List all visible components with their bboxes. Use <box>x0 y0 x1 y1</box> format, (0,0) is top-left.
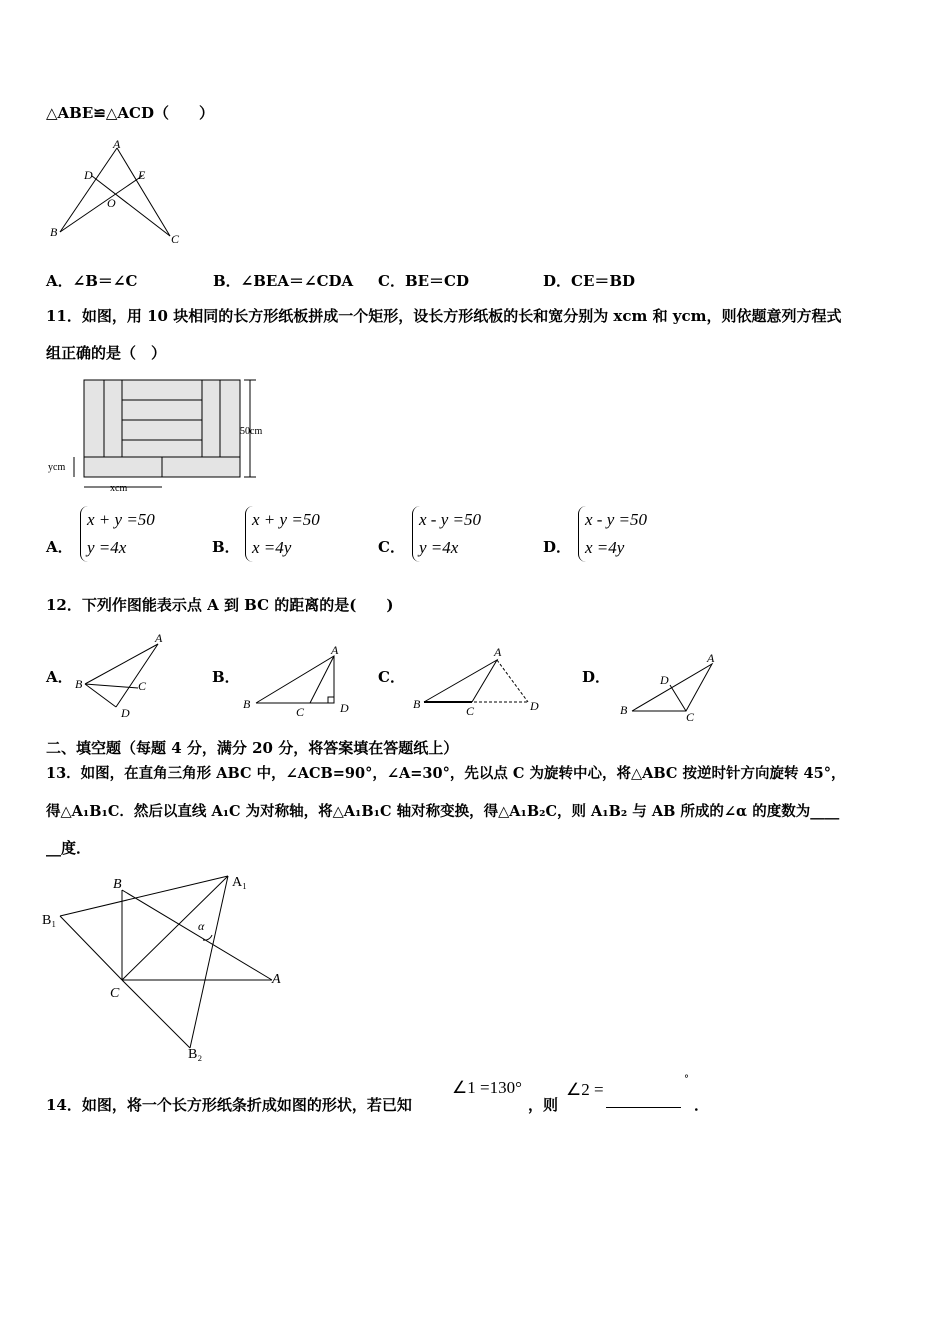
fig13-alpha: α <box>198 919 205 933</box>
fig12c-B: B <box>413 697 421 711</box>
fig11-y-label: ycm <box>48 462 66 473</box>
fig13-B2: B₂ <box>188 1047 203 1062</box>
q10-option-d: D．CE＝BD <box>543 272 636 290</box>
q13-line2: 得△A₁B₁C．然后以直线 A₁C 为对称轴，将△A₁B₁C 轴对称变换，得△A₁B₂C，则 A₁B₂ 与 AB 所成的∠α 的度数为____ <box>46 803 840 820</box>
fig12d-B: B <box>620 703 628 717</box>
q11-option-d-letter: D． <box>543 538 572 556</box>
q10-option-a: A．∠B＝∠C <box>46 272 138 290</box>
q13-line3: __度． <box>46 839 92 857</box>
q12-option-c: C． <box>378 668 405 686</box>
q11-option-b-system: x + y =50 x =4y <box>245 506 320 562</box>
fig13-B1: B₁ <box>42 913 57 928</box>
fig10-label-D: D <box>84 168 93 182</box>
q10-figure <box>50 137 180 246</box>
q14-answer-blank[interactable] <box>606 1094 681 1112</box>
fig12c-C: C <box>466 704 475 718</box>
fig10-label-E: E <box>138 168 146 182</box>
fig13-C: C <box>110 986 120 1001</box>
fig12c-A: A <box>494 645 502 659</box>
fig12d-A: A <box>707 651 715 665</box>
q13-figure <box>42 875 281 1062</box>
q11-figure <box>48 380 262 494</box>
fig12d-C: C <box>686 710 695 724</box>
q12-option-d: D． <box>582 668 611 686</box>
q14-end: ． <box>694 1096 710 1114</box>
q14-then: ，则 <box>528 1096 559 1114</box>
fig12b-D: D <box>340 701 349 715</box>
fig10-label-O: O <box>107 196 116 210</box>
q11-stem-line2: 组正确的是（ ） <box>46 344 167 362</box>
fig10-label-B: B <box>50 225 58 239</box>
fig10-label-A: A <box>113 137 121 151</box>
q12-option-b: B． <box>212 668 240 686</box>
fig12b-B: B <box>243 697 251 711</box>
q10-option-b: B．∠BEA＝∠CDA <box>213 272 354 290</box>
q10-option-c: C．BE＝CD <box>378 272 469 290</box>
fig12b-C: C <box>296 705 305 719</box>
q14-given-angle: ∠1 =130° <box>452 1078 522 1097</box>
fig12a-C: C <box>138 679 147 693</box>
q13-line1: 13．如图，在直角三角形 ABC 中，∠ACB=90°，∠A=30°，先以点 C 为旋转中心，将△ABC 按逆时针方向旋转 45°， <box>46 765 846 782</box>
q11-option-c-system: x - y =50 y =4x <box>412 506 481 562</box>
q11-stem-line1: 11．如图，用 10 块相同的长方形纸板拼成一个矩形，设长方形纸板的长和宽分别为 xcm 和 ycm，则依题意列方程式 <box>46 307 842 325</box>
fig13-A: A <box>272 972 281 987</box>
q12-option-a: A． <box>46 668 73 686</box>
q11-option-a-letter: A． <box>46 538 73 556</box>
fig12d-D: D <box>660 673 669 687</box>
q14-stem: 14．如图，将一个长方形纸条折成如图的形状，若已知 <box>46 1096 412 1114</box>
fig13-A1: A₁ <box>232 875 247 890</box>
q11-option-c-letter: C． <box>378 538 405 556</box>
fig12c-D: D <box>530 699 539 713</box>
q12-stem: 12．下列作图能表示点 A 到 BC 的距离的是( ) <box>46 596 394 614</box>
q10-stem: △ABE≌△ACD（ ） <box>46 104 214 122</box>
q14-degree: ° <box>684 1074 689 1085</box>
section-title: 二、填空题（每题 4 分，满分 20 分，将答案填在答题纸上） <box>46 739 459 757</box>
fig12a-B: B <box>75 677 83 691</box>
fig10-label-C: C <box>171 232 180 246</box>
q14-ask-angle: ∠2 = <box>566 1080 604 1099</box>
fig12b-A: A <box>331 643 339 657</box>
q11-option-b-letter: B． <box>212 538 240 556</box>
q11-option-d-system: x - y =50 x =4y <box>578 506 647 562</box>
fig11-height-label: 50cm <box>240 426 263 437</box>
q11-option-a-system: x + y =50 y =4x <box>80 506 155 562</box>
fig13-B: B <box>113 877 122 892</box>
fig11-x-label: xcm <box>110 483 128 494</box>
fig12a-A: A <box>155 631 163 645</box>
fig12a-D: D <box>121 706 130 720</box>
